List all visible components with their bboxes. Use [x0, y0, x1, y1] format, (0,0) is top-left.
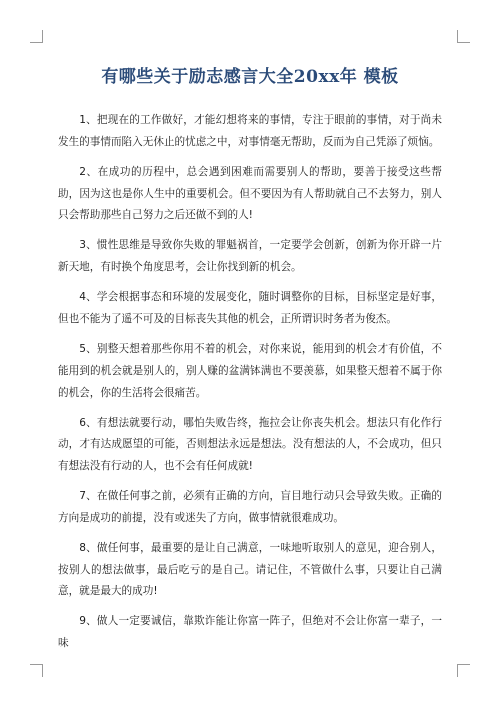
- paragraph-5: 5、别整天想着那些你用不着的机会，对你来说，能用到的机会才有价值，不能用到的机会就是别人的，别人赚的盆满钵满也不要羡慕，如果整天想着不属于你的机会，你的生活将会很痛苦。: [58, 342, 442, 399]
- crop-mark-bottom-left: [30, 664, 43, 677]
- paragraph-8: 8、做任何事，最重要的是让自己满意，一味地听取别人的意见，迎合别人，按别人的想法做事，最后吃亏的是自己。请记住，不管做什么事，只要让自己满意，就是最大的成功!: [58, 541, 442, 598]
- crop-mark-top-right: [457, 30, 470, 43]
- document-title: 有哪些关于励志感言大全20xx年 模板: [101, 67, 399, 87]
- paragraph-7: 7、在做任何事之前，必须有正确的方向，盲目地行动只会导致失败。正确的方向是成功的前提，没有或迷失了方向，做事情就很难成功。: [58, 490, 442, 524]
- crop-mark-top-left: [30, 30, 43, 43]
- paragraph-9: 9、做人一定要诚信，靠欺诈能让你富一阵子，但绝对不会让你富一辈子，一味: [58, 615, 442, 650]
- paragraph-3: 3、惯性思维是导致你失败的罪魁祸首，一定要学会创新，创新为你开辟一片新天地，有时换个角度思考，会让你找到新的机会。: [58, 239, 442, 274]
- paragraph-1: 1、把现在的工作做好，才能幻想将来的事情，专注于眼前的事情，对于尚未发生的事情而陷入无休止的忧虑之中，对事情毫无帮助，反而为自己凭添了烦恼。: [58, 114, 442, 148]
- paragraph-6: 6、有想法就要行动，哪怕失败告终，拖拉会让你丧失机会。想法只有化作行动，才有达成愿望的可能，否则想法永远是想法。没有想法的人，不会成功，但只有想法没有行动的人，也不会有任何成就!: [58, 416, 442, 473]
- crop-mark-bottom-right: [457, 664, 470, 677]
- document-body: [58, 110, 442, 663]
- paragraph-2: 2、在成功的历程中，总会遇到困难而需要别人的帮助，要善于接受这些帮助，因为这也是你人生中的重要机会。但不要因为有人帮助就自己不去努力，别人只会帮助那些自己努力之后还做不到的人!: [58, 165, 442, 222]
- paragraph-4: 4、学会根据事态和环境的发展变化，随时调整你的目标，目标坚定是好事，但也不能为了遥不可及的目标丧失其他的机会，正所谓识时务者为俊杰。: [58, 291, 442, 325]
